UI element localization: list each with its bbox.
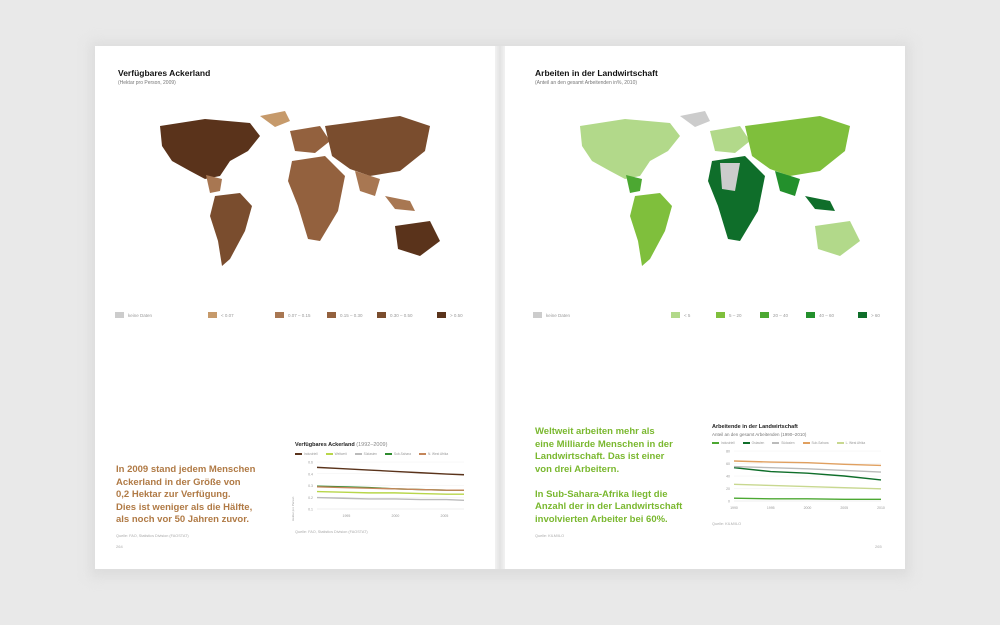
legend-label: 5 – 20 (729, 312, 742, 318)
north-america-shape (580, 119, 680, 179)
y-tick-label: 80 (726, 449, 730, 454)
series-line (734, 498, 881, 499)
africa-shape (288, 156, 345, 241)
legend-item (437, 312, 463, 318)
legend-label: > 60 (871, 312, 880, 318)
chart-legend-swatch (385, 453, 392, 455)
right-chart-plot (712, 445, 887, 513)
southeast-asia-shape (805, 196, 835, 211)
southeast-asia-shape (385, 196, 415, 211)
left-chart (295, 442, 470, 534)
australia-shape (395, 221, 440, 256)
chart-legend-swatch (772, 442, 779, 444)
chart-legend-swatch (712, 442, 719, 444)
legend-item (716, 312, 742, 318)
europe-shape (290, 126, 330, 153)
legend-label: 0.30 – 0.50 (390, 312, 413, 318)
y-tick-label: 20 (726, 487, 730, 491)
x-tick-label: 1990 (730, 506, 738, 510)
chart-legend-swatch (743, 442, 750, 444)
left-map-subtitle: (Hektar pro Person, 2009) (118, 80, 176, 86)
legend-swatch (275, 312, 284, 318)
chart-legend-swatch (803, 442, 810, 444)
legend-swatch (327, 312, 336, 318)
left-chart-ylabel: Hektar pro Person (291, 496, 295, 521)
central-america-shape (626, 175, 642, 193)
chart-legend-label: Weltweit (334, 452, 347, 456)
legend-swatch (533, 312, 542, 318)
chart-legend-swatch (837, 442, 844, 444)
legend-label: keine Daten (128, 312, 153, 318)
series-line (317, 498, 464, 501)
y-tick-label: 0.3 (308, 484, 313, 488)
legend-label: 0.15 – 0.30 (340, 312, 363, 318)
north-america-shape (160, 119, 260, 179)
series-line (317, 492, 464, 495)
legend-item (858, 312, 880, 318)
chart-legend-label: Sub-Sahara (811, 441, 829, 445)
chart-legend-swatch (355, 453, 362, 455)
legend-label: 20 – 40 (773, 312, 789, 318)
legend-label: keine Daten (546, 312, 571, 318)
right-chart-source: Quelle: KILM/ILO (712, 522, 742, 526)
greenland-shape (260, 111, 290, 127)
australia-shape (815, 221, 860, 256)
legend-label: > 0.50 (450, 312, 463, 318)
chart-legend-label: Ostasien (751, 441, 765, 445)
central-america-shape (206, 175, 222, 193)
legend-swatch (716, 312, 725, 318)
legend-item (806, 312, 834, 318)
asia-shape (745, 116, 850, 176)
x-tick-label: 2000 (391, 514, 400, 518)
y-tick-label: 60 (726, 462, 730, 466)
south-america-shape (210, 193, 252, 266)
legend-item (377, 312, 413, 318)
y-tick-label: 0.6 (308, 460, 313, 465)
chart-legend-label: Industriell (721, 441, 735, 445)
chart-legend-swatch (295, 453, 302, 455)
left-chart-plot (295, 456, 470, 521)
greenland-shape (680, 111, 710, 127)
y-tick-label: 0 (728, 499, 730, 504)
legend-label: 0.07 – 0.15 (288, 312, 311, 318)
legend-swatch (806, 312, 815, 318)
legend-item (671, 312, 690, 318)
y-tick-label: 0.2 (308, 495, 313, 500)
right-chart (712, 424, 887, 526)
series-line (734, 468, 881, 480)
y-tick-label: 0.4 (308, 472, 313, 477)
y-tick-label: 0.1 (308, 507, 313, 512)
left-source: Quelle: FAO, Statistics Division (FAOSTAT) (116, 534, 189, 538)
chart-legend-label: Südasien (363, 452, 377, 456)
legend-swatch (208, 312, 217, 318)
chart-legend-label: Industriell (304, 452, 318, 456)
right-source: Quelle: KILM/ILO (535, 534, 565, 538)
legend-item (208, 312, 234, 318)
asia-shape (325, 116, 430, 176)
legend-label: < 0.07 (221, 312, 234, 318)
south-america-shape (630, 193, 672, 266)
left-world-map (110, 101, 470, 301)
series-line (734, 484, 881, 488)
legend-swatch (115, 312, 124, 318)
left-page-number: 264 (116, 544, 123, 549)
legend-item (115, 312, 152, 318)
left-map-title: Verfügbares Ackerland (118, 68, 211, 78)
right-map-title: Arbeiten in der Landwirtschaft (535, 68, 658, 78)
right-page (500, 46, 905, 569)
x-tick-label: 1995 (342, 514, 351, 518)
legend-swatch (760, 312, 769, 318)
chart-legend-label: L. West Afrika (845, 441, 866, 445)
left-chart-title: Verfügbares Ackerland (1992–2009) (295, 442, 388, 448)
legend-swatch (377, 312, 386, 318)
right-world-map (530, 101, 890, 301)
chart-legend-label: N. West Afrika (427, 452, 449, 456)
legend-swatch (437, 312, 446, 318)
x-tick-label: 2010 (877, 506, 885, 510)
legend-swatch (858, 312, 867, 318)
x-tick-label: 2005 (840, 506, 849, 510)
legend-label: 40 – 60 (819, 312, 835, 318)
chart-legend-label: Südasien (781, 441, 795, 445)
x-tick-label: 2005 (440, 514, 449, 518)
chart-legend-label: Sub-Sahara (393, 452, 411, 456)
left-map-legend (115, 312, 475, 322)
chart-legend-swatch (326, 453, 333, 455)
right-chart-title: Arbeitende in der Landwirtschaft (712, 424, 798, 430)
left-body-text: In 2009 stand jedem Menschen Ackerland in der Größe von 0,2 Hektar zur Verfügung. Dies ist weniger als die Hälfte, als noch vor 50 Jahren zuvor. (116, 464, 256, 525)
legend-swatch (671, 312, 680, 318)
x-tick-label: 2000 (803, 506, 812, 510)
left-page (95, 46, 500, 569)
legend-item (533, 312, 570, 318)
right-map-legend (533, 312, 893, 322)
left-chart-source: Quelle: FAO, Statistics Division (FAOSTAT) (295, 530, 368, 534)
chart-legend-swatch (419, 453, 426, 455)
right-chart-subtitle: Anteil an den gesamt Arbeitenden (1990–2010) (712, 432, 807, 437)
legend-label: < 5 (684, 312, 691, 318)
x-tick-label: 1995 (766, 506, 775, 510)
right-page-number: 265 (875, 544, 882, 549)
right-body-text: Weltweit arbeiten mehr als eine Milliarde Menschen in der Landwirtschaft. Das ist einer von drei Arbeitern. In Sub-Sahara-Afrika liegt die Anzahl der in der Landwirtschaft involvierten Arbeiter bei 60%. (535, 426, 683, 525)
europe-shape (710, 126, 750, 153)
legend-item (760, 312, 788, 318)
series-line (734, 461, 881, 465)
series-line (317, 487, 464, 490)
y-tick-label: 40 (726, 474, 730, 479)
legend-item (327, 312, 363, 318)
right-map-subtitle: (Anteil an den gesamt Arbeitenden in%, 2010) (535, 80, 638, 86)
book-gutter (495, 46, 505, 569)
legend-item (275, 312, 311, 318)
